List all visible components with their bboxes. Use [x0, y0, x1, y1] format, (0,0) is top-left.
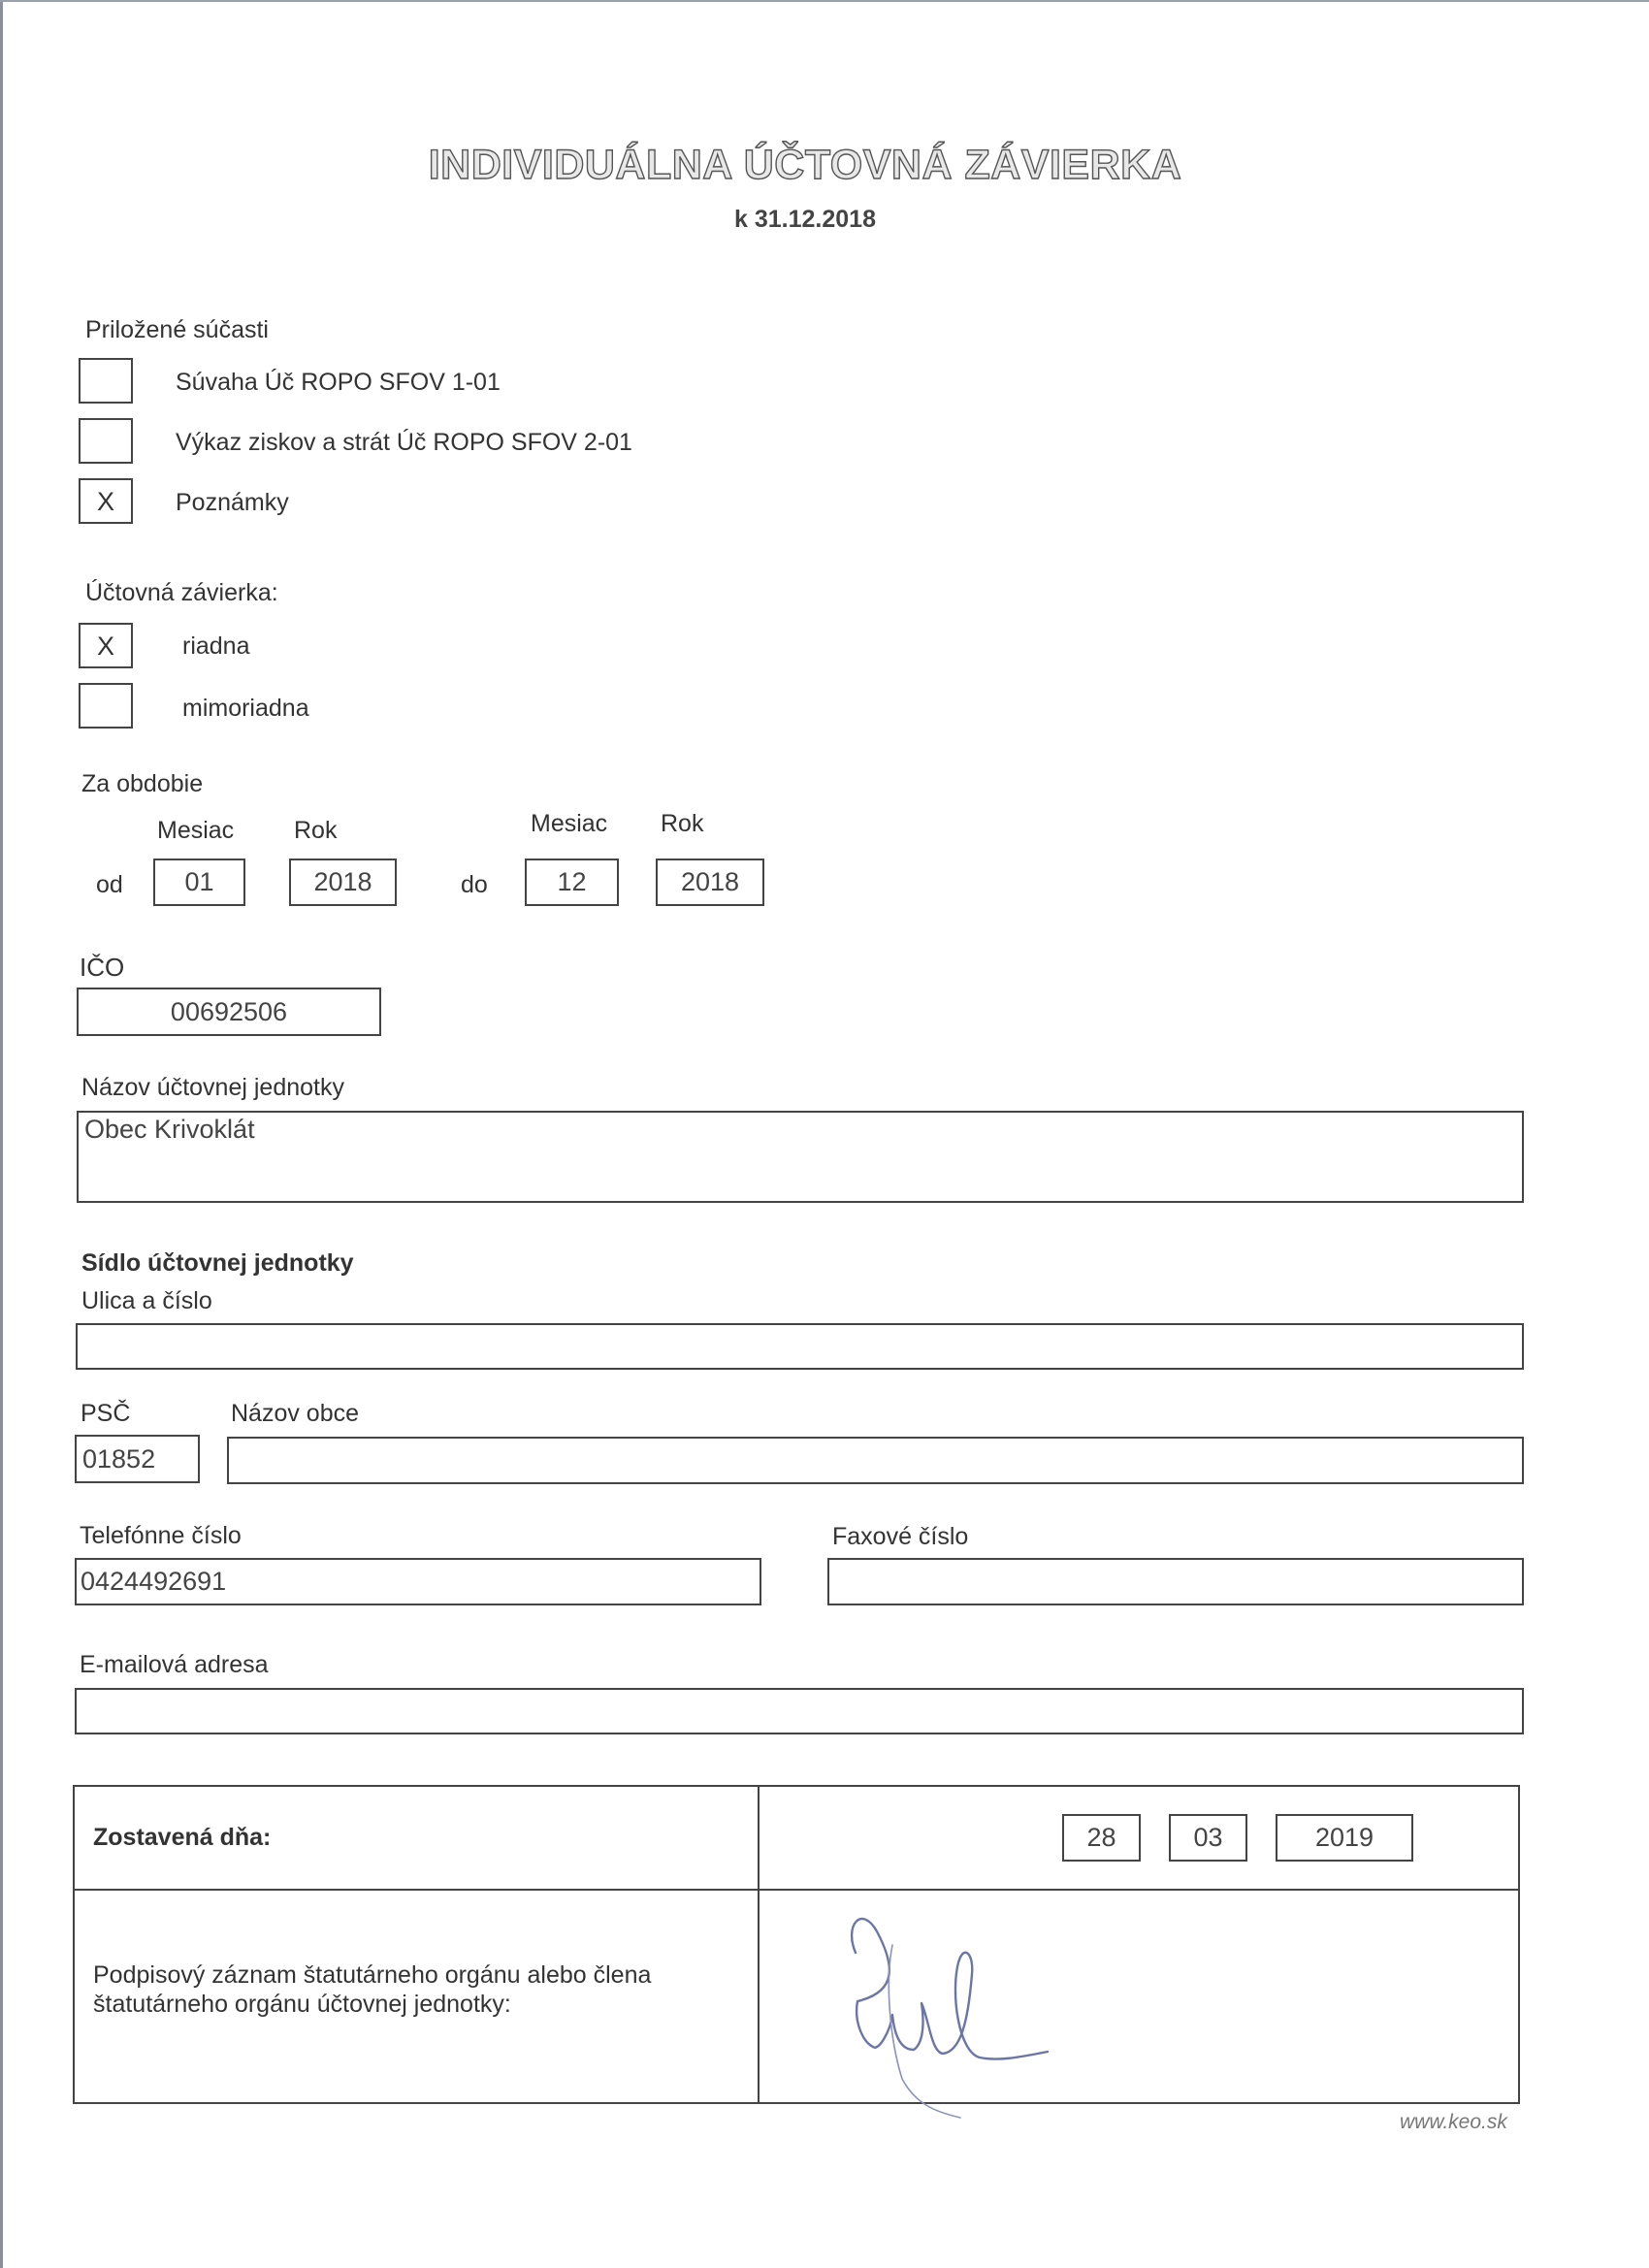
- signature-table-horizontal-divider: [73, 1889, 1520, 1891]
- psc-label: PSČ: [81, 1400, 131, 1427]
- statement-type-heading: Účtovná závierka:: [85, 579, 278, 606]
- period-heading: Za obdobie: [81, 770, 204, 797]
- page-edge-top: [0, 0, 1649, 2]
- footer-source: www.keo.sk: [1400, 2111, 1507, 2133]
- street-label: Ulica a číslo: [81, 1287, 212, 1314]
- attachment-notes-checkbox[interactable]: X: [79, 478, 133, 524]
- city-field[interactable]: [227, 1437, 1524, 1484]
- period-from-year-field[interactable]: 2018: [289, 859, 397, 906]
- phone-label: Telefónne číslo: [80, 1522, 242, 1549]
- document-title: INDIVIDUÁLNA ÚČTOVNÁ ZÁVIERKA: [428, 142, 1182, 188]
- period-to-year-label: Rok: [661, 810, 704, 837]
- attachment-income-label: Výkaz ziskov a strát Úč ROPO SFOV 2-01: [176, 429, 632, 456]
- street-field[interactable]: [76, 1323, 1524, 1370]
- statement-regular-checkbox[interactable]: X: [79, 623, 133, 668]
- period-from-month-field[interactable]: 01: [153, 859, 245, 906]
- period-to-label: do: [461, 871, 488, 898]
- entity-name-field[interactable]: Obec Krivoklát: [77, 1111, 1524, 1203]
- document-subtitle: k 31.12.2018: [734, 206, 876, 233]
- attachment-balance-label: Súvaha Úč ROPO SFOV 1-01: [176, 369, 501, 396]
- psc-field[interactable]: 01852: [75, 1435, 200, 1483]
- compiled-day-field[interactable]: 28: [1062, 1814, 1141, 1862]
- statement-extraordinary-label: mimoriadna: [182, 695, 309, 722]
- period-to-month-field[interactable]: 12: [525, 859, 619, 906]
- attachment-income-checkbox[interactable]: [79, 418, 133, 464]
- compiled-year-field[interactable]: 2019: [1276, 1814, 1413, 1862]
- statement-regular-label: riadna: [182, 632, 250, 660]
- ico-field[interactable]: 00692506: [77, 988, 381, 1036]
- phone-field[interactable]: 0424492691: [75, 1558, 761, 1605]
- handwritten-signature: [834, 1906, 1145, 2129]
- attachments-heading: Priložené súčasti: [85, 316, 269, 343]
- fax-field[interactable]: [827, 1558, 1524, 1605]
- signature-label-line1: Podpisový záznam štatutárneho orgánu alebo člena: [93, 1961, 652, 1989]
- period-from-label: od: [96, 871, 123, 898]
- period-from-month-label: Mesiac: [157, 817, 235, 844]
- address-heading: Sídlo účtovnej jednotky: [81, 1249, 354, 1277]
- signature-label-line2: štatutárneho orgánu účtovnej jednotky:: [93, 1991, 511, 2018]
- period-to-month-label: Mesiac: [531, 810, 608, 837]
- city-label: Názov obce: [231, 1400, 360, 1427]
- signature-table-vertical-divider: [758, 1785, 760, 2104]
- compiled-date-label: Zostavená dňa:: [93, 1824, 272, 1851]
- ico-label: IČO: [80, 953, 125, 982]
- email-field[interactable]: [75, 1688, 1524, 1734]
- page-edge-left: [0, 0, 3, 2268]
- entity-name-label: Názov účtovnej jednotky: [81, 1074, 344, 1101]
- period-to-year-field[interactable]: 2018: [656, 859, 764, 906]
- compiled-month-field[interactable]: 03: [1169, 1814, 1247, 1862]
- statement-extraordinary-checkbox[interactable]: [79, 683, 133, 729]
- fax-label: Faxové číslo: [832, 1523, 969, 1550]
- attachment-notes-label: Poznámky: [176, 489, 289, 516]
- period-from-year-label: Rok: [294, 817, 338, 844]
- attachment-balance-checkbox[interactable]: [79, 358, 133, 404]
- email-label: E-mailová adresa: [80, 1651, 269, 1678]
